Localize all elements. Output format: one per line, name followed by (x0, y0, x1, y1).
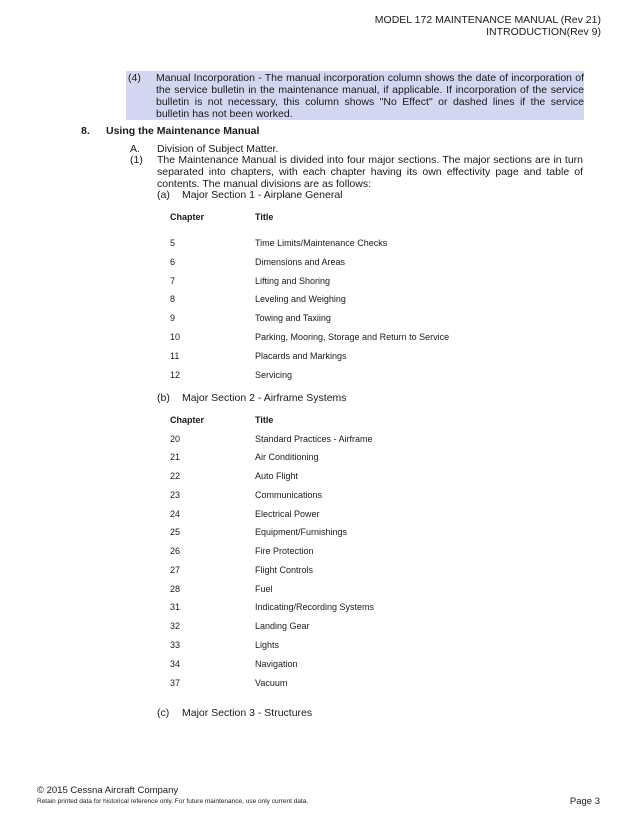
chapter-title: Servicing (255, 370, 293, 380)
item-text: Manual Incorporation - The manual incorporation column shows the date of incorporation of the service bulletin in the maintenance manual, if applicable. If incorporation of the service bulletin is not necessary, this column shows "No Effect" or dashed lines if the service bulletin has not been worked. (156, 72, 584, 120)
section-title: Using the Maintenance Manual (106, 125, 260, 137)
major-section-title: Major Section 1 - Airplane General (182, 189, 343, 201)
chapter-number: 27 (170, 565, 181, 575)
chapter-title: Fire Protection (255, 546, 314, 556)
chapter-title: Parking, Mooring, Storage and Return to Service (255, 332, 450, 342)
chapter-number: 28 (170, 584, 181, 594)
chapter-number: 6 (170, 257, 176, 267)
item-text: The Maintenance Manual is divided into four major sections. The major sections are in turn separated into chapters, with each chapter having its own effectivity page and table of contents. The manual divisions are as follows: (157, 154, 583, 190)
chapter-number: 21 (170, 452, 181, 462)
chapter-title: Equipment/Furnishings (255, 527, 348, 537)
chapter-title: Placards and Markings (255, 351, 347, 361)
chapter-number: 20 (170, 434, 181, 444)
chapter-title: Navigation (255, 659, 298, 669)
chapter-number: 10 (170, 332, 181, 342)
chapter-title: Flight Controls (255, 565, 314, 575)
major-section-title: Major Section 2 - Airframe Systems (182, 392, 347, 404)
chapter-title: Auto Flight (255, 471, 299, 481)
page-number: Page 3 (569, 796, 600, 807)
table-header-title: Title (255, 212, 274, 222)
chapter-title: Landing Gear (255, 621, 310, 631)
chapter-number: 8 (170, 294, 176, 304)
chapter-title: Leveling and Weighing (255, 294, 346, 304)
table-header-title: Title (255, 415, 274, 425)
footer-copyright: © 2015 Cessna Aircraft Company (37, 785, 179, 796)
chapter-number: 33 (170, 640, 181, 650)
chapter-title: Indicating/Recording Systems (255, 602, 375, 612)
chapter-number: 11 (170, 351, 180, 361)
chapter-title: Standard Practices - Airframe (255, 434, 373, 444)
chapter-title: Lifting and Shoring (255, 276, 331, 286)
major-section-label: (c) (157, 707, 170, 719)
chapter-number: 23 (170, 490, 181, 500)
chapter-number: 32 (170, 621, 181, 631)
header-section-title: INTRODUCTION(Rev 9) (486, 26, 601, 38)
chapter-title: Electrical Power (255, 509, 320, 519)
chapter-number: 24 (170, 509, 181, 519)
subsection-label: A. (130, 143, 140, 155)
chapter-title: Fuel (255, 584, 273, 594)
chapter-number: 31 (170, 602, 181, 612)
chapter-title: Lights (255, 640, 280, 650)
section-number: 8. (81, 125, 90, 137)
major-section-label: (a) (157, 189, 170, 201)
header-manual-title: MODEL 172 MAINTENANCE MANUAL (Rev 21) (374, 14, 601, 26)
chapter-title: Towing and Taxiing (255, 313, 331, 323)
chapter-number: 26 (170, 546, 181, 556)
subsection-title: Division of Subject Matter. (157, 143, 279, 155)
chapter-title: Dimensions and Areas (255, 257, 346, 267)
item-label: (1) (130, 154, 143, 166)
chapter-number: 5 (170, 238, 176, 248)
chapter-number: 9 (170, 313, 176, 323)
chapter-title: Communications (255, 490, 323, 500)
major-section-label: (b) (157, 392, 170, 404)
footer-notice: Retain printed data for historical reference only. For future maintenance, use only current data. (37, 798, 309, 805)
chapter-number: 34 (170, 659, 181, 669)
chapter-title: Air Conditioning (255, 452, 319, 462)
chapter-title: Vacuum (255, 678, 288, 688)
major-section-title: Major Section 3 - Structures (182, 707, 313, 719)
table-header-chapter: Chapter (170, 415, 205, 425)
chapter-number: 25 (170, 527, 181, 537)
chapter-number: 37 (170, 678, 181, 688)
chapter-number: 22 (170, 471, 181, 481)
chapter-number: 12 (170, 370, 181, 380)
chapter-number: 7 (170, 276, 176, 286)
chapter-title: Time Limits/Maintenance Checks (255, 238, 388, 248)
table-header-chapter: Chapter (170, 212, 205, 222)
item-label: (4) (128, 72, 141, 84)
